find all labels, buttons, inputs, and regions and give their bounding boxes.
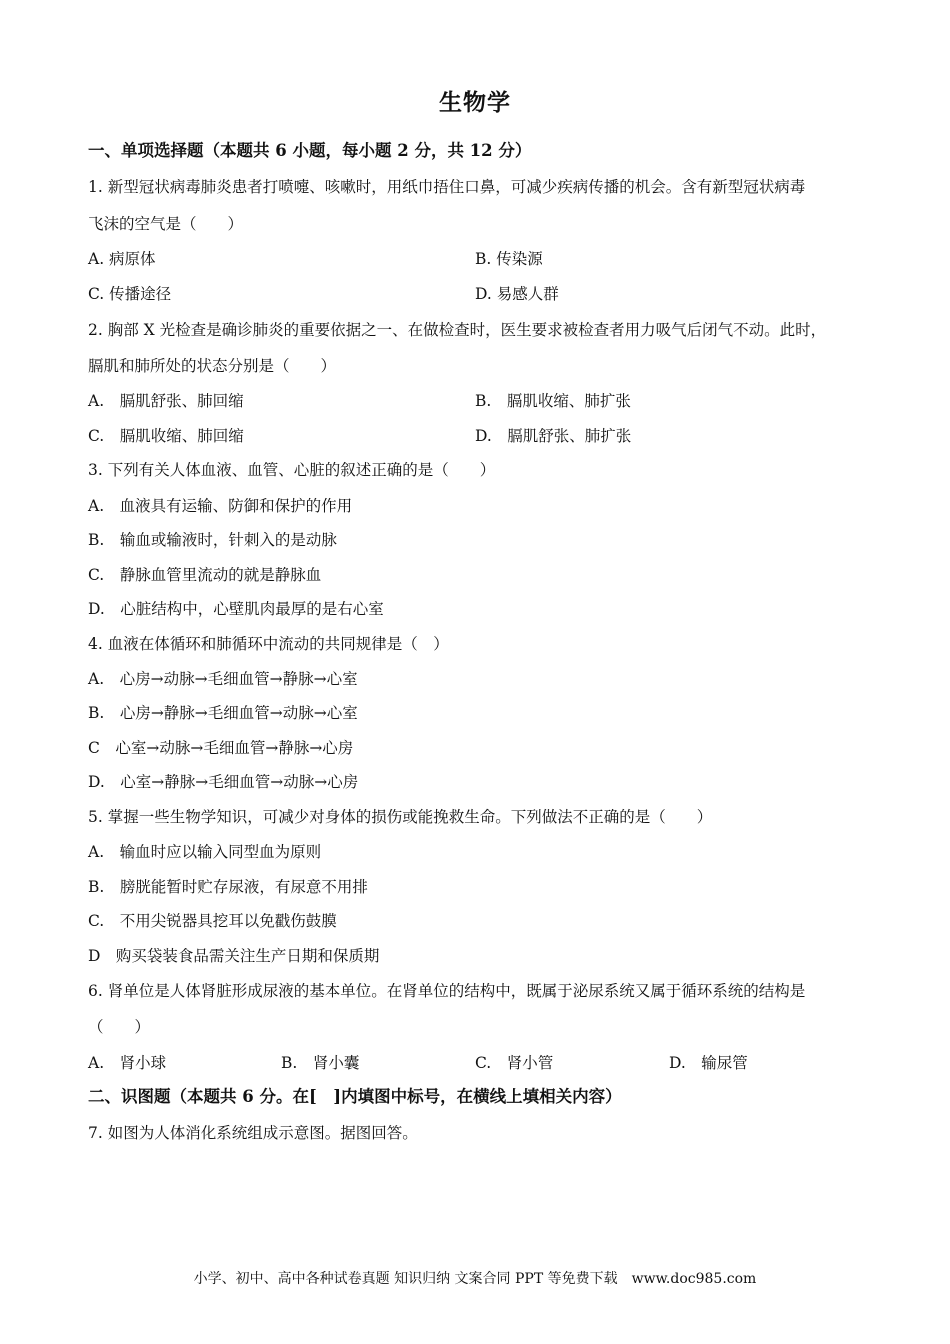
- question-5-option-a: A. 输血时应以输入同型血为原则: [88, 843, 322, 861]
- question-6-stem-cont: （ ）: [88, 1018, 151, 1036]
- question-1-stem-cont: 飞沫的空气是（ ）: [88, 215, 244, 233]
- question-7-stem: 7. 如图为人体消化系统组成示意图。据图回答。: [88, 1124, 418, 1142]
- question-2-option-b: B. 膈肌收缩、肺扩张: [475, 392, 631, 410]
- question-4-option-d: D. 心室→静脉→毛细血管→动脉→心房: [88, 773, 359, 791]
- question-6-stem: 6. 肾单位是人体肾脏形成尿液的基本单位。在肾单位的结构中，既属于泌尿系统又属于循环系统的结构是: [88, 982, 806, 1000]
- question-4-option-c: C 心室→动脉→毛细血管→静脉→心房: [88, 739, 354, 757]
- question-5-option-d: D 购买袋装食品需关注生产日期和保质期: [88, 947, 380, 965]
- question-2-stem: 2. 胸部 X 光检查是确诊肺炎的重要依据之一、在做检查时，医生要求被检查者用力吸气后闭气不动。此时，: [88, 321, 827, 339]
- question-1-option-d: D. 易感人群: [475, 285, 559, 303]
- question-2-option-a: A. 膈肌舒张、肺回缩: [88, 392, 244, 410]
- question-1-option-a: A. 病原体: [88, 250, 156, 268]
- page-footer: 小学、初中、高中各种试卷真题 知识归纳 文案合同 PPT 等免费下载 www.doc985.com: [193, 1271, 757, 1287]
- question-6-option-b: B. 肾小囊: [281, 1054, 360, 1072]
- question-1-option-b: B. 传染源: [475, 250, 543, 268]
- question-2-option-c: C. 膈肌收缩、肺回缩: [88, 427, 244, 445]
- question-3-stem: 3. 下列有关人体血液、血管、心脏的叙述正确的是（ ）: [88, 461, 496, 479]
- question-1-option-c: C. 传播途径: [88, 285, 172, 303]
- question-6-option-c: C. 肾小管: [475, 1054, 554, 1072]
- question-2-stem-cont: 膈肌和肺所处的状态分别是（ ）: [88, 357, 337, 375]
- question-6-option-a: A. 肾小球: [88, 1054, 167, 1072]
- question-3-option-c: C. 静脉血管里流动的就是静脉血: [88, 566, 322, 584]
- question-5-option-b: B. 膀胱能暂时贮存尿液，有尿意不用排: [88, 878, 368, 896]
- question-1-stem: 1. 新型冠状病毒肺炎患者打喷嚏、咳嗽时，用纸巾捂住口鼻，可减少疾病传播的机会。含有新型冠状病毒: [88, 178, 806, 196]
- section-heading-2: 二、识图题（本题共 6 分。在[ ]内填图中标号，在横线上填相关内容）: [88, 1087, 622, 1106]
- question-5-option-c: C. 不用尖锐器具挖耳以免戳伤鼓膜: [88, 912, 337, 930]
- question-6-option-d: D. 输尿管: [669, 1054, 748, 1072]
- question-3-option-d: D. 心脏结构中，心壁肌肉最厚的是右心室: [88, 600, 384, 618]
- question-4-stem: 4. 血液在体循环和肺循环中流动的共同规律是（ ）: [88, 635, 449, 653]
- question-5-stem: 5. 掌握一些生物学知识，可减少对身体的损伤或能挽救生命。下列做法不正确的是（ ）: [88, 808, 713, 826]
- question-3-option-a: A. 血液具有运输、防御和保护的作用: [88, 497, 353, 515]
- page-title: 生物学: [439, 89, 511, 116]
- question-4-option-a: A. 心房→动脉→毛细血管→静脉→心室: [88, 670, 358, 688]
- section-heading-1: 一、单项选择题（本题共 6 小题，每小题 2 分，共 12 分）: [88, 141, 532, 160]
- question-4-option-b: B. 心房→静脉→毛细血管→动脉→心室: [88, 704, 358, 722]
- question-3-option-b: B. 输血或输液时，针刺入的是动脉: [88, 531, 337, 549]
- question-2-option-d: D. 膈肌舒张、肺扩张: [475, 427, 632, 445]
